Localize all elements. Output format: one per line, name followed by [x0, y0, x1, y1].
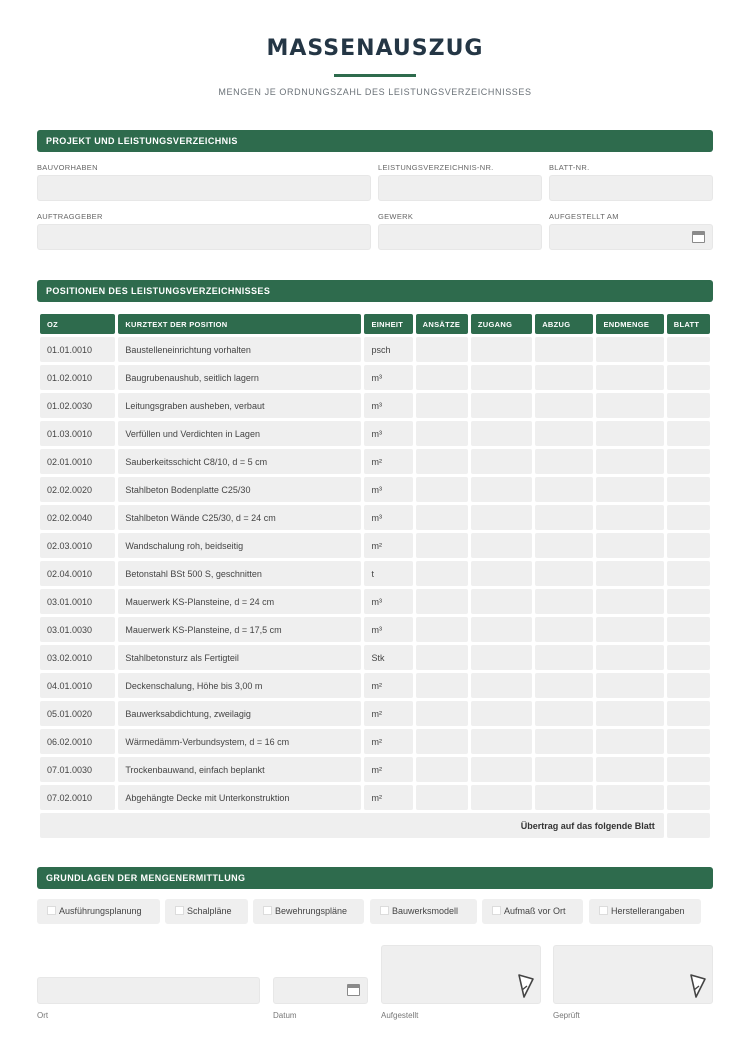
- table-row: [40, 477, 710, 502]
- cell-text: Stahlbetonsturz als Fertigteil: [118, 645, 361, 670]
- table-row: [40, 673, 710, 698]
- cell-oz: 03.01.0030: [40, 617, 115, 642]
- cell-abzug[interactable]: [535, 785, 593, 810]
- cell-unit: m²: [364, 785, 412, 810]
- checkbox-icon[interactable]: [263, 906, 272, 915]
- cell-unit: m³: [364, 589, 412, 614]
- cell-zugang[interactable]: [471, 477, 532, 502]
- cell-abzug[interactable]: [535, 421, 593, 446]
- cell-unit: m²: [364, 757, 412, 782]
- cell-ansaetze[interactable]: [416, 365, 468, 390]
- cell-ansaetze[interactable]: [416, 673, 468, 698]
- table-row: [40, 701, 710, 726]
- geprueft-signature-field[interactable]: [553, 945, 713, 1004]
- cell-zugang[interactable]: [471, 757, 532, 782]
- aufgestellt-am-field[interactable]: [549, 224, 713, 250]
- cell-abzug[interactable]: [535, 561, 593, 586]
- cell-endmenge[interactable]: [596, 673, 663, 698]
- cell-endmenge[interactable]: [596, 365, 663, 390]
- table-header-row: [40, 314, 710, 334]
- cell-unit: m³: [364, 505, 412, 530]
- cell-text: Mauerwerk KS-Plansteine, d = 24 cm: [118, 589, 361, 614]
- uebertrag-value-cell[interactable]: [667, 813, 710, 838]
- ort-field[interactable]: [37, 977, 260, 1004]
- cell-abzug[interactable]: [535, 533, 593, 558]
- gewerk-label: GEWERK: [378, 212, 414, 221]
- cell-text: Stahlbeton Wände C25/30, d = 24 cm: [118, 505, 361, 530]
- cell-blatt[interactable]: [667, 561, 710, 586]
- geprueft-label: Geprüft: [553, 1011, 580, 1020]
- cell-oz: 06.02.0010: [40, 729, 115, 754]
- section-header-grundlagen: GRUNDLAGEN DER MENGENERMITTLUNG: [37, 867, 713, 889]
- cell-text: Sauberkeitsschicht C8/10, d = 5 cm: [118, 449, 361, 474]
- column-header-einheit: EINHEIT: [364, 314, 412, 334]
- cell-blatt[interactable]: [667, 645, 710, 670]
- cell-ansaetze[interactable]: [416, 757, 468, 782]
- checkbox-icon[interactable]: [599, 906, 608, 915]
- cell-blatt[interactable]: [667, 393, 710, 418]
- cell-blatt[interactable]: [667, 505, 710, 530]
- cell-blatt[interactable]: [667, 701, 710, 726]
- cell-unit: m²: [364, 673, 412, 698]
- cell-abzug[interactable]: [535, 673, 593, 698]
- cell-zugang[interactable]: [471, 589, 532, 614]
- cell-oz: 01.03.0010: [40, 421, 115, 446]
- cell-oz: 03.02.0010: [40, 645, 115, 670]
- option-bauwerksmodell[interactable]: [370, 899, 477, 924]
- cell-zugang[interactable]: [471, 393, 532, 418]
- cell-oz: 03.01.0010: [40, 589, 115, 614]
- option-label: Bewehrungspläne: [275, 906, 348, 916]
- cell-unit: m³: [364, 421, 412, 446]
- table-row: [40, 421, 710, 446]
- cell-unit: m²: [364, 533, 412, 558]
- cell-zugang[interactable]: [471, 505, 532, 530]
- calendar-icon[interactable]: [692, 231, 705, 243]
- table-row: [40, 393, 710, 418]
- table-row: [40, 757, 710, 782]
- cell-unit: Stk: [364, 645, 412, 670]
- column-header-abzug: ABZUG: [535, 314, 593, 334]
- cell-endmenge[interactable]: [596, 449, 663, 474]
- cell-zugang[interactable]: [471, 785, 532, 810]
- cell-ansaetze[interactable]: [416, 645, 468, 670]
- table-row: [40, 561, 710, 586]
- cell-ansaetze[interactable]: [416, 589, 468, 614]
- cell-unit: psch: [364, 337, 412, 362]
- cell-text: Baustelleneinrichtung vorhalten: [118, 337, 361, 362]
- cell-ansaetze[interactable]: [416, 785, 468, 810]
- blatt-nr-field[interactable]: [549, 175, 713, 201]
- cell-abzug[interactable]: [535, 729, 593, 754]
- cell-blatt[interactable]: [667, 673, 710, 698]
- cell-oz: 02.03.0010: [40, 533, 115, 558]
- table-row: [40, 617, 710, 642]
- page-subtitle: MENGEN JE ORDNUNGSZAHL DES LEISTUNGSVERZEICHNISSES: [218, 87, 532, 97]
- positions-table: [37, 311, 713, 841]
- lv-nr-field[interactable]: [378, 175, 542, 201]
- cell-text: Leitungsgraben ausheben, verbaut: [118, 393, 361, 418]
- cell-blatt[interactable]: [667, 589, 710, 614]
- cell-unit: m³: [364, 617, 412, 642]
- table-row: [40, 729, 710, 754]
- table-row: [40, 533, 710, 558]
- option-aufmass-vor-ort[interactable]: [482, 899, 583, 924]
- blatt-nr-label: BLATT-NR.: [549, 163, 590, 172]
- cell-endmenge[interactable]: [596, 337, 663, 362]
- lv-nr-label: LEISTUNGSVERZEICHNIS-NR.: [378, 163, 494, 172]
- cell-blatt[interactable]: [667, 365, 710, 390]
- title-divider: [334, 74, 416, 77]
- cell-zugang[interactable]: [471, 365, 532, 390]
- cell-endmenge[interactable]: [596, 785, 663, 810]
- cell-endmenge[interactable]: [596, 617, 663, 642]
- auftraggeber-label: AUFTRAGGEBER: [37, 212, 103, 221]
- cell-ansaetze[interactable]: [416, 449, 468, 474]
- cell-zugang[interactable]: [471, 337, 532, 362]
- cell-oz: 02.04.0010: [40, 561, 115, 586]
- cell-text: Deckenschalung, Höhe bis 3,00 m: [118, 673, 361, 698]
- bauvorhaben-label: BAUVORHABEN: [37, 163, 98, 172]
- cell-oz: 07.02.0010: [40, 785, 115, 810]
- auftraggeber-field[interactable]: [37, 224, 371, 250]
- table-row: [40, 505, 710, 530]
- cell-endmenge[interactable]: [596, 533, 663, 558]
- option-label: Herstellerangaben: [611, 906, 685, 916]
- cell-unit: m³: [364, 477, 412, 502]
- cell-abzug[interactable]: [535, 505, 593, 530]
- checkbox-icon[interactable]: [175, 906, 184, 915]
- cell-oz: 01.01.0010: [40, 337, 115, 362]
- cell-unit: t: [364, 561, 412, 586]
- cell-zugang[interactable]: [471, 561, 532, 586]
- cell-zugang[interactable]: [471, 729, 532, 754]
- checkbox-icon[interactable]: [380, 906, 389, 915]
- uebertrag-label: Übertrag auf das folgende Blatt: [40, 813, 664, 838]
- cell-blatt[interactable]: [667, 477, 710, 502]
- uebertrag-row: [40, 813, 710, 838]
- cell-abzug[interactable]: [535, 645, 593, 670]
- cell-zugang[interactable]: [471, 645, 532, 670]
- cell-unit: m²: [364, 729, 412, 754]
- column-header-ansaetze: ANSÄTZE: [416, 314, 468, 334]
- cell-ansaetze[interactable]: [416, 393, 468, 418]
- cell-oz: 02.01.0010: [40, 449, 115, 474]
- cell-endmenge[interactable]: [596, 701, 663, 726]
- checkbox-icon[interactable]: [492, 906, 501, 915]
- option-herstellerangaben[interactable]: [589, 899, 701, 924]
- cell-text: Bauwerksabdichtung, zweilagig: [118, 701, 361, 726]
- cell-blatt[interactable]: [667, 421, 710, 446]
- cell-oz: 04.01.0010: [40, 673, 115, 698]
- cell-unit: m²: [364, 701, 412, 726]
- cell-text: Wandschalung roh, beidseitig: [118, 533, 361, 558]
- option-label: Schalpläne: [187, 906, 232, 916]
- column-header-oz: OZ: [40, 314, 115, 334]
- pen-icon: [518, 973, 534, 1000]
- cell-abzug[interactable]: [535, 617, 593, 642]
- cell-blatt[interactable]: [667, 757, 710, 782]
- option-label: Bauwerksmodell: [392, 906, 459, 916]
- aufgestellt-label: Aufgestellt: [381, 1011, 419, 1020]
- cell-endmenge[interactable]: [596, 729, 663, 754]
- cell-ansaetze[interactable]: [416, 337, 468, 362]
- table-row: [40, 589, 710, 614]
- datum-label: Datum: [273, 1011, 297, 1020]
- cell-zugang[interactable]: [471, 673, 532, 698]
- cell-ansaetze[interactable]: [416, 617, 468, 642]
- cell-abzug[interactable]: [535, 365, 593, 390]
- table-row: [40, 365, 710, 390]
- calendar-icon[interactable]: [347, 984, 360, 996]
- cell-unit: m²: [364, 449, 412, 474]
- cell-oz: 01.02.0010: [40, 365, 115, 390]
- cell-endmenge[interactable]: [596, 561, 663, 586]
- cell-zugang[interactable]: [471, 421, 532, 446]
- cell-abzug[interactable]: [535, 757, 593, 782]
- cell-abzug[interactable]: [535, 701, 593, 726]
- table-row: [40, 449, 710, 474]
- cell-text: Wärmedämm-Verbundsystem, d = 16 cm: [118, 729, 361, 754]
- section-header-positions: POSITIONEN DES LEISTUNGSVERZEICHNISSES: [37, 280, 713, 302]
- column-header-kurztext: KURZTEXT DER POSITION: [118, 314, 361, 334]
- section-header-project: PROJEKT UND LEISTUNGSVERZEICHNIS: [37, 130, 713, 152]
- cell-endmenge[interactable]: [596, 589, 663, 614]
- cell-ansaetze[interactable]: [416, 701, 468, 726]
- aufgestellt-am-label: AUFGESTELLT AM: [549, 212, 619, 221]
- cell-ansaetze[interactable]: [416, 421, 468, 446]
- cell-blatt[interactable]: [667, 533, 710, 558]
- column-header-blatt: BLATT: [667, 314, 710, 334]
- cell-zugang[interactable]: [471, 701, 532, 726]
- cell-endmenge[interactable]: [596, 477, 663, 502]
- aufgestellt-signature-field[interactable]: [381, 945, 541, 1004]
- cell-endmenge[interactable]: [596, 421, 663, 446]
- bauvorhaben-field[interactable]: [37, 175, 371, 201]
- cell-text: Abgehängte Decke mit Unterkonstruktion: [118, 785, 361, 810]
- table-row: [40, 645, 710, 670]
- cell-endmenge[interactable]: [596, 757, 663, 782]
- cell-ansaetze[interactable]: [416, 729, 468, 754]
- cell-ansaetze[interactable]: [416, 505, 468, 530]
- cell-oz: 01.02.0030: [40, 393, 115, 418]
- cell-blatt[interactable]: [667, 337, 710, 362]
- cell-endmenge[interactable]: [596, 505, 663, 530]
- cell-zugang[interactable]: [471, 449, 532, 474]
- pen-icon: [690, 973, 706, 1000]
- option-schalplaene[interactable]: [165, 899, 248, 924]
- option-bewehrungsplaene[interactable]: [253, 899, 364, 924]
- cell-oz: 05.01.0020: [40, 701, 115, 726]
- table-row: [40, 785, 710, 810]
- cell-ansaetze[interactable]: [416, 477, 468, 502]
- cell-abzug[interactable]: [535, 477, 593, 502]
- cell-abzug[interactable]: [535, 393, 593, 418]
- cell-text: Mauerwerk KS-Plansteine, d = 17,5 cm: [118, 617, 361, 642]
- gewerk-field[interactable]: [378, 224, 542, 250]
- cell-unit: m³: [364, 365, 412, 390]
- option-label: Ausführungsplanung: [59, 906, 142, 916]
- positions-body: [40, 337, 710, 810]
- option-ausfuehrungsplanung[interactable]: [37, 899, 160, 924]
- cell-ansaetze[interactable]: [416, 533, 468, 558]
- cell-text: Betonstahl BSt 500 S, geschnitten: [118, 561, 361, 586]
- cell-abzug[interactable]: [535, 449, 593, 474]
- cell-oz: 02.02.0020: [40, 477, 115, 502]
- column-header-zugang: ZUGANG: [471, 314, 532, 334]
- cell-blatt[interactable]: [667, 729, 710, 754]
- cell-oz: 07.01.0030: [40, 757, 115, 782]
- cell-endmenge[interactable]: [596, 645, 663, 670]
- cell-ansaetze[interactable]: [416, 561, 468, 586]
- cell-zugang[interactable]: [471, 617, 532, 642]
- cell-text: Baugrubenaushub, seitlich lagern: [118, 365, 361, 390]
- cell-text: Stahlbeton Bodenplatte C25/30: [118, 477, 361, 502]
- cell-blatt[interactable]: [667, 449, 710, 474]
- cell-blatt[interactable]: [667, 785, 710, 810]
- cell-text: Trockenbauwand, einfach beplankt: [118, 757, 361, 782]
- cell-zugang[interactable]: [471, 533, 532, 558]
- cell-unit: m³: [364, 393, 412, 418]
- column-header-endmenge: ENDMENGE: [596, 314, 663, 334]
- cell-endmenge[interactable]: [596, 393, 663, 418]
- cell-abzug[interactable]: [535, 589, 593, 614]
- checkbox-icon[interactable]: [47, 906, 56, 915]
- page-title: MASSENAUSZUG: [266, 36, 484, 61]
- cell-abzug[interactable]: [535, 337, 593, 362]
- cell-oz: 02.02.0040: [40, 505, 115, 530]
- option-label: Aufmaß vor Ort: [504, 906, 566, 916]
- cell-blatt[interactable]: [667, 617, 710, 642]
- table-row: [40, 337, 710, 362]
- cell-text: Verfüllen und Verdichten in Lagen: [118, 421, 361, 446]
- ort-label: Ort: [37, 1011, 49, 1020]
